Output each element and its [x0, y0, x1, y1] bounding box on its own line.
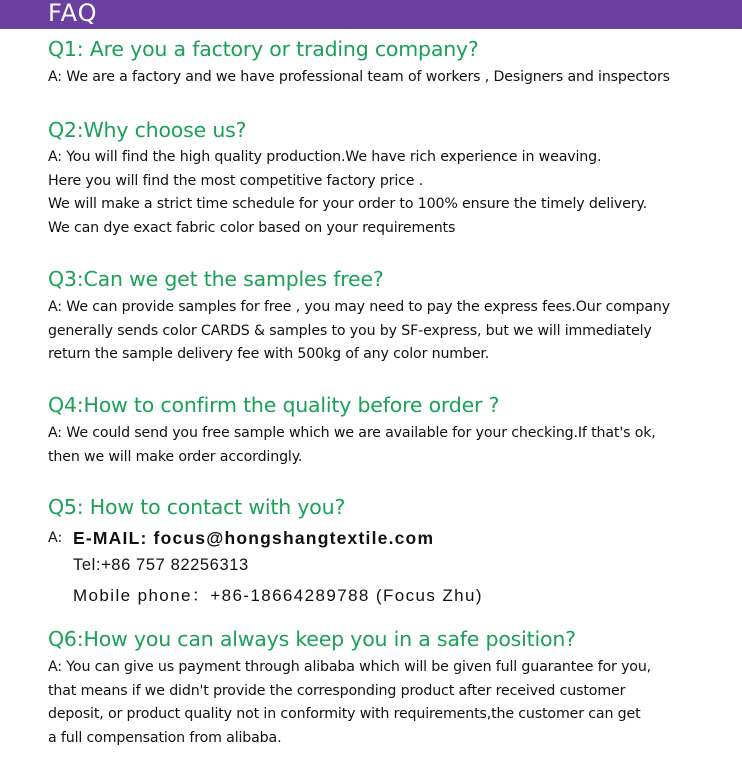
faq-title: FAQ [48, 0, 98, 27]
faq-question-6: Q6:How you can always keep you in a safe position? [48, 627, 576, 651]
answer-line: generally sends color CARDS & samples to you by SF-express, but we will immediately [48, 322, 652, 339]
faq-question-2: Q2:Why choose us? [48, 118, 247, 142]
faq-header-bar [0, 0, 742, 29]
answer-line: a full compensation from alibaba. [48, 729, 282, 746]
answer-line: A: We can provide samples for free , you may need to pay the express fees.Our company [48, 299, 671, 315]
answer-line: A: You will find the high quality production.We have rich experience in weaving. [48, 149, 602, 165]
contact-tel: Tel:+86 757 82256313 [73, 556, 249, 574]
contact-email: E-MAIL: focus@hongshangtextile.com [73, 528, 435, 548]
answer-line: A: We could send you free sample which we are available for your checking.If that's ok, [48, 425, 656, 441]
answer-line: then we will make order accordingly. [48, 448, 303, 465]
faq-answer-1 [48, 66, 728, 90]
answer-line: that means if we didn't provide the corresponding product after received customer [48, 682, 626, 699]
answer-line: return the sample delivery fee with 500kg of any color number. [48, 346, 490, 362]
faq-question-1: Q1: Are you a factory or trading company? [48, 37, 479, 61]
faq-question-4: Q4:How to confirm the quality before order ? [48, 393, 500, 417]
faq-answer-6 [48, 656, 728, 750]
contact-mobile: Mobile phone：+86-18664289788 (Focus Zhu) [73, 586, 483, 605]
answer-line: We can dye exact fabric color based on your requirements [48, 219, 456, 236]
faq-question-5: Q5: How to contact with you? [48, 495, 346, 519]
answer-line: A: You can give us payment through alibaba which will be given full guarantee for you, [48, 659, 652, 675]
answer-line: deposit, or product quality not in conformity with requirements,the customer can get [48, 706, 641, 722]
answer-line: A: We are a factory and we have professional team of workers , Designers and inspectors [48, 69, 670, 85]
contact-answer-prefix: A: [48, 530, 63, 546]
faq-answer-3 [48, 296, 728, 367]
answer-line: We will make a strict time schedule for your order to 100% ensure the timely delivery. [48, 196, 648, 212]
faq-question-3: Q3:Can we get the samples free? [48, 267, 384, 291]
answer-line: Here you will find the most competitive factory price . [48, 172, 424, 189]
faq-answer-2 [48, 146, 728, 240]
faq-contact-block [48, 528, 728, 608]
faq-answer-4 [48, 422, 728, 469]
